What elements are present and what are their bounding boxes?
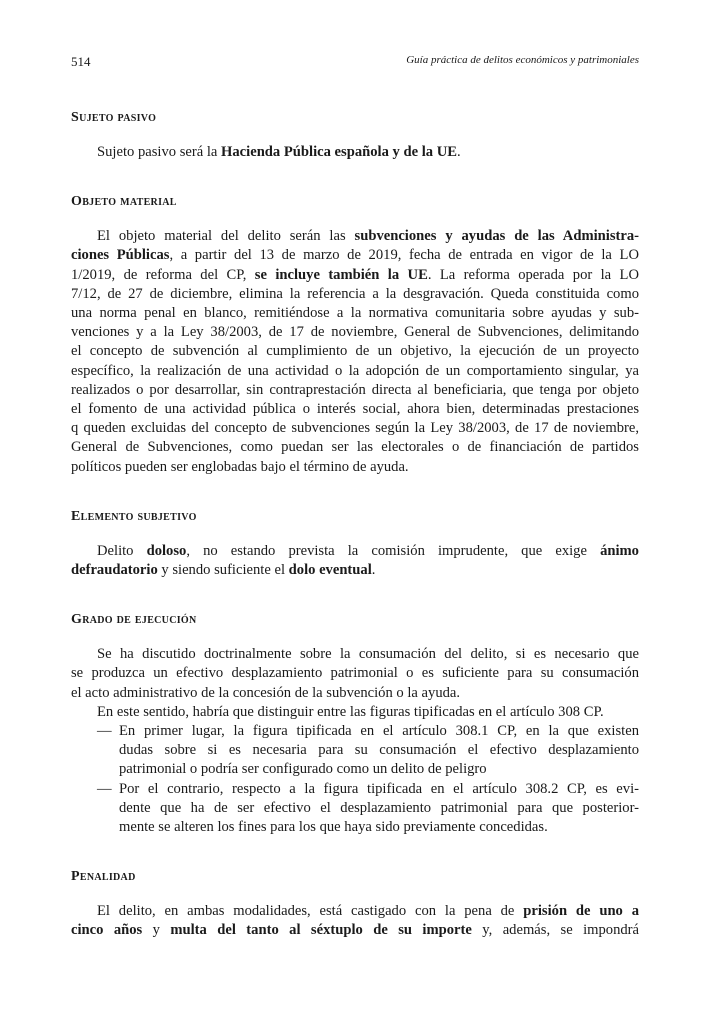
paragraph-grado-ejecucion-1: Se ha discutido doctrinalmente sobre la consumación del delito, si es necesario que se produzca un efectivo desplazamiento patrimonial o es suficiente para su consumación el acto administrativo de la concesión de la subvención o la ayuda. <box>71 646 639 701</box>
list-item: — Por el contrario, respecto a la figura tipificada en el artículo 308.2 CP, es evi- dente que ha de ser efectivo el desplazamiento patrimonial para que posterior- mente se alteren los fines para los que haya sido previamente concedidas. <box>97 780 639 836</box>
page-body <box>71 108 639 941</box>
running-title: Guía práctica de delitos económicos y patrimoniales <box>406 54 639 66</box>
paragraph-objeto-material: El objeto material del delito serán las subvenciones y ayudas de las Administra- ciones Públicas, a partir del 13 de marzo de 2019, fecha de entrada en vigor de la LO 1/2019, de reforma del CP, se incluye también la UE. La reforma operada por la LO 7/12, de 27 de diciembre, elimina la referencia a la desgravación. Queda constituida como una norma penal en blanco, remitiéndose a la normativa comunitaria sobre ayudas y sub- venciones y a la Ley 38/2003, de 17 de noviembre, General de Subvenciones, delimitando el concepto de subvención al cumplimiento de un objetivo, la ejecución de un proyecto específico, la realización de una actividad o la adopción de un comportamiento singular, ya realizados o por desarrollar, sin contraprestación directa al beneficiaria, que tenga por objeto el fomento de una actividad pública o interés social, ahora bien, determinadas prestaciones q queden excluidas del concepto de subvenciones según la Ley 38/2003, de 17 de noviembre, General de Subvenciones, como puedan ser las electorales o de financiación de partidos políticos pueden ser englobadas bajo el término de ayuda. <box>71 228 639 475</box>
heading-penalidad: Penalidad <box>71 869 136 885</box>
paragraph-elemento-subjetivo: Delito doloso, no estando prevista la comisión imprudente, que exige ánimo defraudatorio y siendo suficiente el dolo eventual. <box>71 542 639 579</box>
list-item: — En primer lugar, la figura tipificada en el artículo 308.1 CP, en la que existen dudas sobre si es necesaria para su consumación el efectivo desplazamiento patrimonial o podría ser configurado como un delito de peligro <box>97 723 639 778</box>
heading-grado-ejecucion: Grado de ejecución <box>71 612 197 628</box>
page-number: 514 <box>71 54 91 69</box>
heading-elemento-subjetivo: Elemento subjetivo <box>71 508 197 524</box>
page-header <box>71 54 639 70</box>
dash-marker: — <box>97 780 112 797</box>
paragraph-grado-ejecucion-2: En este sentido, habría que distinguir entre las figuras tipificadas en el artículo 308 CP. <box>97 703 604 720</box>
heading-objeto-material: Objeto material <box>71 194 177 210</box>
heading-sujeto-pasivo: Sujeto pasivo <box>71 110 157 125</box>
paragraph-sujeto-pasivo: Sujeto pasivo será la Hacienda Pública española y de la UE. <box>97 144 461 160</box>
paragraph-penalidad: El delito, en ambas modalidades, está castigado con la pena de prisión de uno a cinco años y multa del tanto al séxtuplo de su importe y, además, se impondrá <box>71 903 640 939</box>
dash-marker: — <box>97 723 112 740</box>
dash-list <box>71 722 639 837</box>
